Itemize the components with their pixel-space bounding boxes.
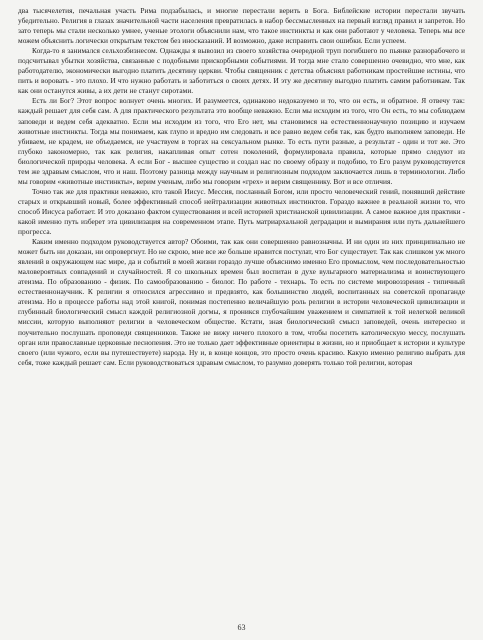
paragraph: Есть ли Бог? Этот вопрос волнует очень многих. И разумеется, одинаково недоказуемо и то, что он есть, и обратное. Я отвечу так: каждый решает для себя сам. А для практического результата это вообще неважно. Если мы исходим из того, что Он есть, то мы соблюдаем заповеди и ведем себя адекватно. Если мы исходим из того, что Его нет, мы становимся на естественнонаучную позицию и изучаем животные инстинкты. Тогда мы понимаем, как глупо и вредно им следовать и все равно ведем себя так, как будто выполняем заповеди. Не убиваем, не крадем, не объедаемся, не участвуем в торгах на сексуальном рынке. То есть пути разные, а результат - один и тот же. Это глубоко закономерно, так как религия, накапливая опыт сотен поколений, формулировала правила, которые прямо следуют из биологической природы человека. А если Бог - высшее существо и создал нас по своему образу и подобию, то Его разум руководствуется тем же здравым смыслом, что и наш. Поэтому разница между научным и религиозным подходом заключается лишь в терминологии. Либо мы говорим «животные инстинкты», верим ученым, либо мы говорим «грех» и верим священнику. Вот и все отличия. (18, 96, 465, 186)
paragraph: Точно так же для практики неважно, кто такой Иисус. Мессия, посланный Богом, или просто человеческий гений, понявший действие старых и открывший новый, более эффективный способ нейтрализации животных инстинктов. Гораздо важнее в реальной жизни то, что способ Иисуса работает. И это доказано фактом существования и всей историей христианской цивилизации. А самое важное для практики - какой именно путь изберет эта цивилизация на современном этапе. Путь матриархальной деградации и вымирания или путь дальнейшего прогресса. (18, 186, 465, 237)
paragraph: два тысячелетия, печальная участь Рима подзабылась, и многие перестали верить в Бога. Библейские истории перестали звучать убедительно. Религия в глазах значительной части населения превратилась в набор бессмысленных на первый взгляд правил и запретов. Но зато теперь мы стали несколько умнее, ученые этологи объяснили нам, что такое инстинкты и как они работают у человека. Теперь мы все можем объяснить логически открытым текстом без иносказаний. И возможно, даже исправить свои ошибки. Если успеем. (18, 6, 465, 46)
paragraph: Когда-то я занимался сельхозбизнесом. Однажды я вывозил из своего хозяйства очередной труп погибшего по пьянке разнорабочего и подсчитывал убытки хозяйства, связанные с подобными прискорбными событиями. И тогда мне стало совершенно очевидно, что мне, как работодателю, экономически выгодно платить десятину церкви. Чтобы священник с детства объяснял работникам простейшие истины, что пить и воровать - это плохо. И что нужно работать и заботиться о своих детях. И эту же десятину выгодно платить самим работникам. Так как они останутся живы, а их дети не станут сиротами. (18, 46, 465, 96)
page-number: 63 (237, 623, 246, 632)
paragraph: Каким именно подходом руководствуется автор? Обоими, так как они совершенно равнозначны. И ни один из них принципиально не может быть ни доказан, ни опровергнут. Но не скрою, мне все же больше нравится постулат, что Бог существует. Так как слишком уж много явлений в окружающем нас мире, да и событий в моей жизни гораздо лучше объяснимо именно Его промыслом, чем последовательностью маловероятных совпадений и случайностей. Я со школьных времен был воспитан в духе вульгарного материализма и воинствующего атеизма. По образованию - физик. По самообразованию - биолог. По работе - технарь. То есть по системе мировоззрения - типичный естественнонаучник. К религии я относился агрессивно и предвзято, как большинство людей, воспитанных на советской пропаганде атеизма. Но в процессе работы над этой книгой, понимая постепенно величайшую роль религии в истории человеческой цивилизации и глубинный биологический смысл каждой религиозной догмы, я проникся глубочайшим уважением и симпатией к той нелегкой великой миссии, которую выполняют религии в человеческом обществе. Кстати, зная биологический смысл заповедей, очень интересно и поучительно послушать проповеди священников. Также не вижу ничего плохого в том, чтобы посетить католическую мессу, послушать орган или православные церковные песнопения. Это не только дает эффективные ориентиры в жизни, но и приобщает к истории и культуре своего (или чужого, если вы путешествуете) народа. Ну и, в конце концов, это просто очень красиво. Какую именно религию выбрать для себя, тоже каждый решает сам. Если руководствоваться здравым смыслом, то разумно доверять только той религии, которая (18, 237, 465, 367)
